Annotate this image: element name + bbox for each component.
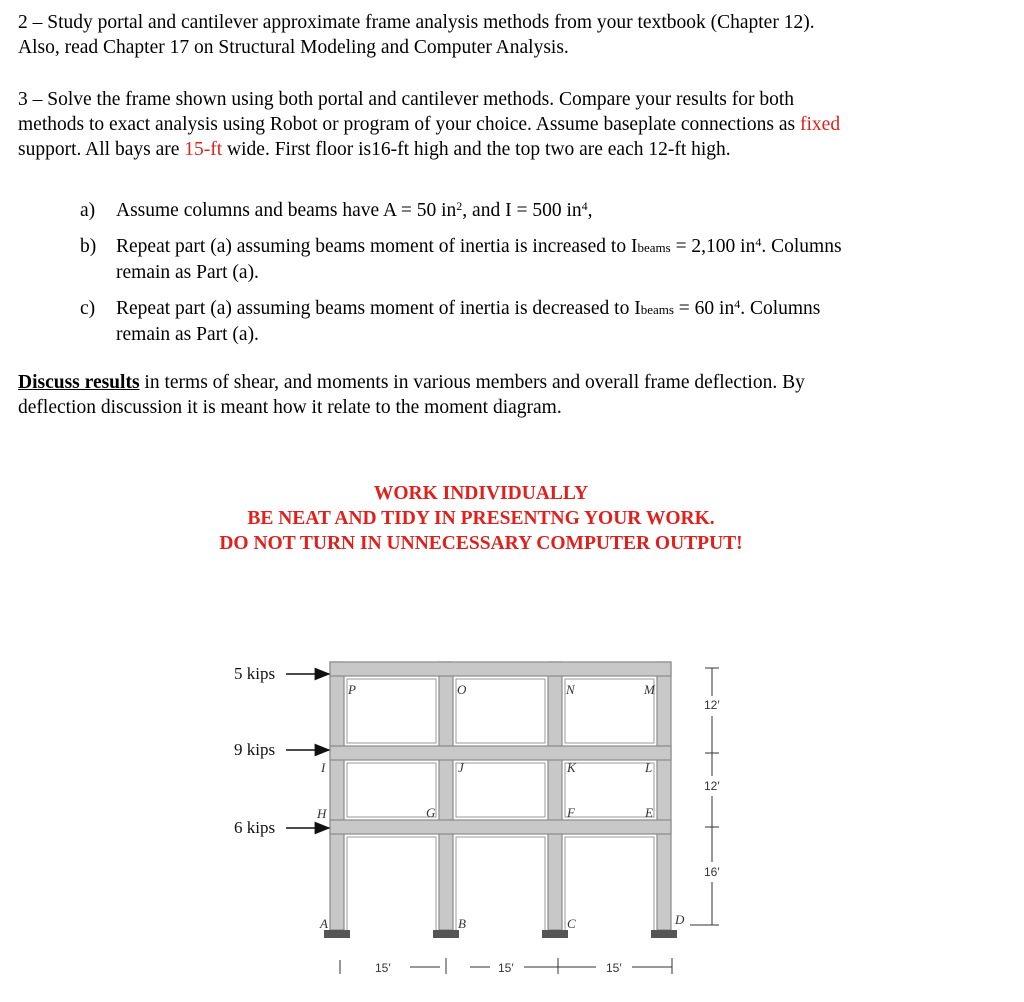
node-label-e: E (645, 805, 653, 820)
item2-line2: Also, read Chapter 17 on Structural Modeling and Computer Analysis. (18, 37, 569, 58)
node-label-h: H (317, 806, 327, 821)
part-a: a) Assume columns and beams have A = 50 $in^2$, and I = 500 $in^4$, (80, 199, 593, 221)
node-label-c: C (567, 916, 576, 931)
node-label-g: G (426, 805, 436, 820)
warning-work-individually: WORK INDIVIDUALLY (373, 483, 589, 504)
frame-figure (220, 640, 740, 990)
discuss-line2: deflection discussion it is meant how it relate to the moment diagram. (18, 397, 562, 418)
part-c: c) Repeat part (a) assuming beams moment of inertia is decreased to Ibeams = 60 $in^4$. Columns remain as Part (a). (80, 297, 821, 345)
node-label-n: N (566, 682, 575, 697)
beam-third (330, 746, 671, 760)
base-plate-b (433, 930, 459, 938)
discuss-line1: Discuss results in terms of shear, and moments in various members and overall frame deflection. By (18, 372, 805, 393)
discuss-results-heading: Discuss results (18, 372, 140, 393)
load-label-second: 6 kips (234, 818, 276, 837)
node-label-j: J (458, 760, 464, 775)
column-b (439, 662, 453, 930)
warning-no-output: DO NOT TURN IN UNNECESSARY COMPUTER OUTPUT! (219, 533, 743, 554)
item2-line1: 2 – Study portal and cantilever approximate frame analysis methods from your textbook (Chapter 12). (18, 12, 815, 33)
load-label-third: 9 kips (234, 740, 276, 759)
width-label-right: 15′ (606, 961, 622, 975)
beam-second (330, 820, 671, 834)
parts-list (80, 198, 960, 358)
beam-roof (330, 662, 671, 676)
node-label-a: A (320, 916, 328, 931)
node-label-m: M (644, 682, 655, 697)
width-label-middle: 15′ (498, 961, 514, 975)
height-label-top: 12′ (704, 698, 720, 712)
node-label-p: P (348, 682, 356, 697)
width-label-left: 15′ (375, 961, 391, 975)
node-label-b: B (458, 916, 466, 931)
node-label-d: D (675, 912, 685, 927)
node-label-f: F (567, 805, 575, 820)
base-plate-a (324, 930, 350, 938)
warning-neat-tidy: BE NEAT AND TIDY IN PRESENTNG YOUR WORK. (247, 508, 715, 529)
column-c (548, 662, 562, 930)
height-label-bottom: 16′ (704, 865, 720, 879)
item3-line1: 3 – Solve the frame shown using both portal and cantilever methods. Compare your results for both (18, 89, 795, 110)
base-plate-c (542, 930, 568, 938)
base-plate-d (651, 930, 677, 938)
node-label-l: L (645, 760, 653, 775)
item3-line2: methods to exact analysis using Robot or program of your choice. Assume baseplate connections as fixed (18, 114, 841, 135)
node-label-i: I (321, 760, 326, 775)
load-arrows (286, 674, 329, 828)
part-b: b) Repeat part (a) assuming beams moment of inertia is increased to Ibeams = 2,100 $in^4$. Columns remain as Part (a). (80, 235, 842, 283)
base-plates (324, 930, 677, 938)
node-label-k: K (567, 760, 576, 775)
column-d (657, 662, 671, 930)
column-a (330, 662, 344, 930)
node-label-o: O (457, 682, 467, 697)
frame-members (330, 662, 671, 930)
fixed-highlight: fixed (800, 114, 841, 135)
height-label-middle: 12′ (704, 779, 720, 793)
load-label-roof: 5 kips (234, 664, 276, 683)
item3-line3: support. All bays are 15-ft wide. First floor is16-ft high and the top two are each 12-ft high. (18, 139, 731, 160)
bay-width-highlight: 15-ft (184, 139, 223, 160)
frame-inner-lines (347, 679, 654, 930)
